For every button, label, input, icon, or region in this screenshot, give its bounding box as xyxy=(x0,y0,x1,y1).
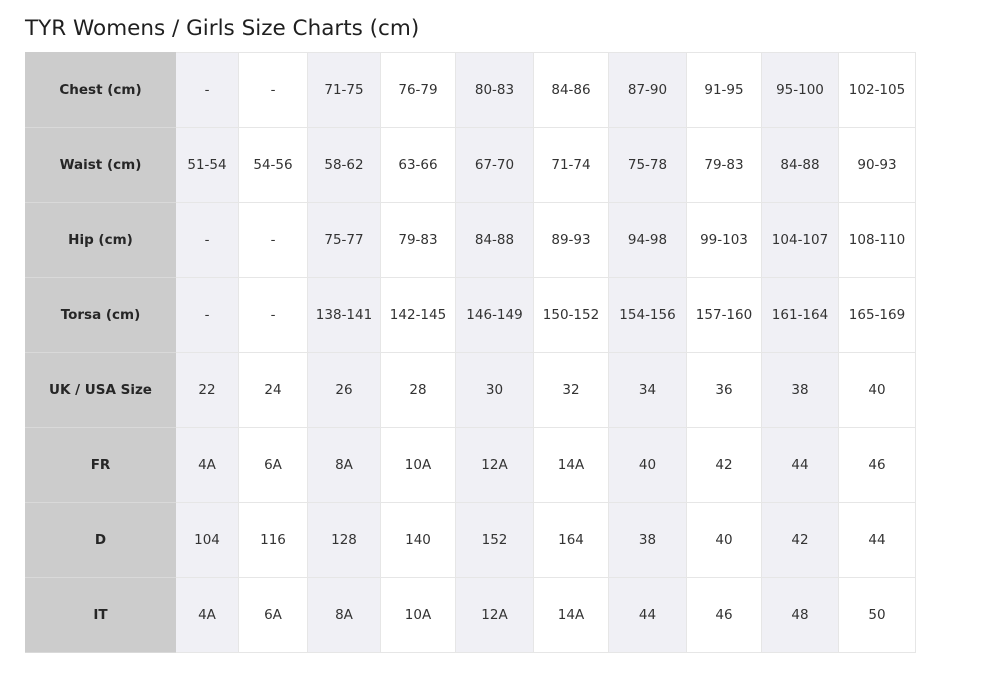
table-cell: 10A xyxy=(381,428,456,503)
table-cell: 67-70 xyxy=(456,128,534,203)
table-cell: 91-95 xyxy=(687,53,762,128)
table-cell: 71-75 xyxy=(308,53,381,128)
table-cell: 71-74 xyxy=(534,128,609,203)
table-cell: 46 xyxy=(687,578,762,653)
table-cell: 84-88 xyxy=(762,128,839,203)
page-title: TYR Womens / Girls Size Charts (cm) xyxy=(25,16,420,41)
table-cell: - xyxy=(239,53,308,128)
table-cell: 4A xyxy=(176,578,239,653)
table-cell: 46 xyxy=(839,428,916,503)
table-cell: 44 xyxy=(762,428,839,503)
table-cell: 42 xyxy=(687,428,762,503)
table-cell: 150-152 xyxy=(534,278,609,353)
row-header: Hip (cm) xyxy=(26,203,176,278)
table-cell: 30 xyxy=(456,353,534,428)
table-cell: 116 xyxy=(239,503,308,578)
row-header: D xyxy=(26,503,176,578)
table-cell: 94-98 xyxy=(609,203,687,278)
table-cell: 40 xyxy=(687,503,762,578)
table-row xyxy=(26,53,916,128)
table-cell: 142-145 xyxy=(381,278,456,353)
table-cell: 54-56 xyxy=(239,128,308,203)
table-cell: 8A xyxy=(308,578,381,653)
table-cell: 26 xyxy=(308,353,381,428)
row-header: Waist (cm) xyxy=(26,128,176,203)
table-cell: - xyxy=(176,53,239,128)
table-cell: 44 xyxy=(609,578,687,653)
table-cell: 157-160 xyxy=(687,278,762,353)
table-cell: 12A xyxy=(456,428,534,503)
table-cell: 95-100 xyxy=(762,53,839,128)
table-cell: 32 xyxy=(534,353,609,428)
table-row xyxy=(26,278,916,353)
table-cell: 58-62 xyxy=(308,128,381,203)
table-cell: 154-156 xyxy=(609,278,687,353)
table-cell: 90-93 xyxy=(839,128,916,203)
table-cell: 138-141 xyxy=(308,278,381,353)
table-cell: - xyxy=(239,203,308,278)
table-cell: 89-93 xyxy=(534,203,609,278)
table-cell: 108-110 xyxy=(839,203,916,278)
row-header: Chest (cm) xyxy=(26,53,176,128)
table-cell: 128 xyxy=(308,503,381,578)
row-header: Torsa (cm) xyxy=(26,278,176,353)
table-cell: 50 xyxy=(839,578,916,653)
table-cell: 99-103 xyxy=(687,203,762,278)
size-chart-body xyxy=(26,53,916,653)
table-cell: 75-78 xyxy=(609,128,687,203)
table-cell: 84-88 xyxy=(456,203,534,278)
table-cell: 87-90 xyxy=(609,53,687,128)
table-cell: 28 xyxy=(381,353,456,428)
table-cell: 6A xyxy=(239,578,308,653)
table-cell: 165-169 xyxy=(839,278,916,353)
table-cell: 152 xyxy=(456,503,534,578)
table-cell: 44 xyxy=(839,503,916,578)
row-header: UK / USA Size xyxy=(26,353,176,428)
table-cell: 24 xyxy=(239,353,308,428)
table-cell: 6A xyxy=(239,428,308,503)
table-cell: 8A xyxy=(308,428,381,503)
table-cell: 104 xyxy=(176,503,239,578)
table-cell: 79-83 xyxy=(687,128,762,203)
table-cell: 84-86 xyxy=(534,53,609,128)
table-cell: 42 xyxy=(762,503,839,578)
table-row xyxy=(26,353,916,428)
table-cell: 104-107 xyxy=(762,203,839,278)
table-row xyxy=(26,428,916,503)
table-row xyxy=(26,578,916,653)
table-cell: 36 xyxy=(687,353,762,428)
table-row xyxy=(26,503,916,578)
table-cell: 38 xyxy=(609,503,687,578)
table-cell: 75-77 xyxy=(308,203,381,278)
table-cell: 10A xyxy=(381,578,456,653)
table-cell: 22 xyxy=(176,353,239,428)
table-cell: 140 xyxy=(381,503,456,578)
table-cell: 14A xyxy=(534,578,609,653)
table-cell: 63-66 xyxy=(381,128,456,203)
table-row xyxy=(26,203,916,278)
table-cell: 38 xyxy=(762,353,839,428)
row-header: IT xyxy=(26,578,176,653)
table-cell: 76-79 xyxy=(381,53,456,128)
table-cell: 164 xyxy=(534,503,609,578)
table-cell: 34 xyxy=(609,353,687,428)
table-cell: 146-149 xyxy=(456,278,534,353)
table-cell: - xyxy=(176,203,239,278)
table-cell: 51-54 xyxy=(176,128,239,203)
table-cell: 12A xyxy=(456,578,534,653)
table-cell: 14A xyxy=(534,428,609,503)
size-chart-table xyxy=(25,52,916,653)
table-cell: 79-83 xyxy=(381,203,456,278)
table-cell: - xyxy=(239,278,308,353)
table-cell: 80-83 xyxy=(456,53,534,128)
table-cell: 161-164 xyxy=(762,278,839,353)
table-row xyxy=(26,128,916,203)
row-header: FR xyxy=(26,428,176,503)
table-cell: - xyxy=(176,278,239,353)
table-cell: 40 xyxy=(609,428,687,503)
table-cell: 48 xyxy=(762,578,839,653)
table-cell: 102-105 xyxy=(839,53,916,128)
table-cell: 4A xyxy=(176,428,239,503)
table-cell: 40 xyxy=(839,353,916,428)
